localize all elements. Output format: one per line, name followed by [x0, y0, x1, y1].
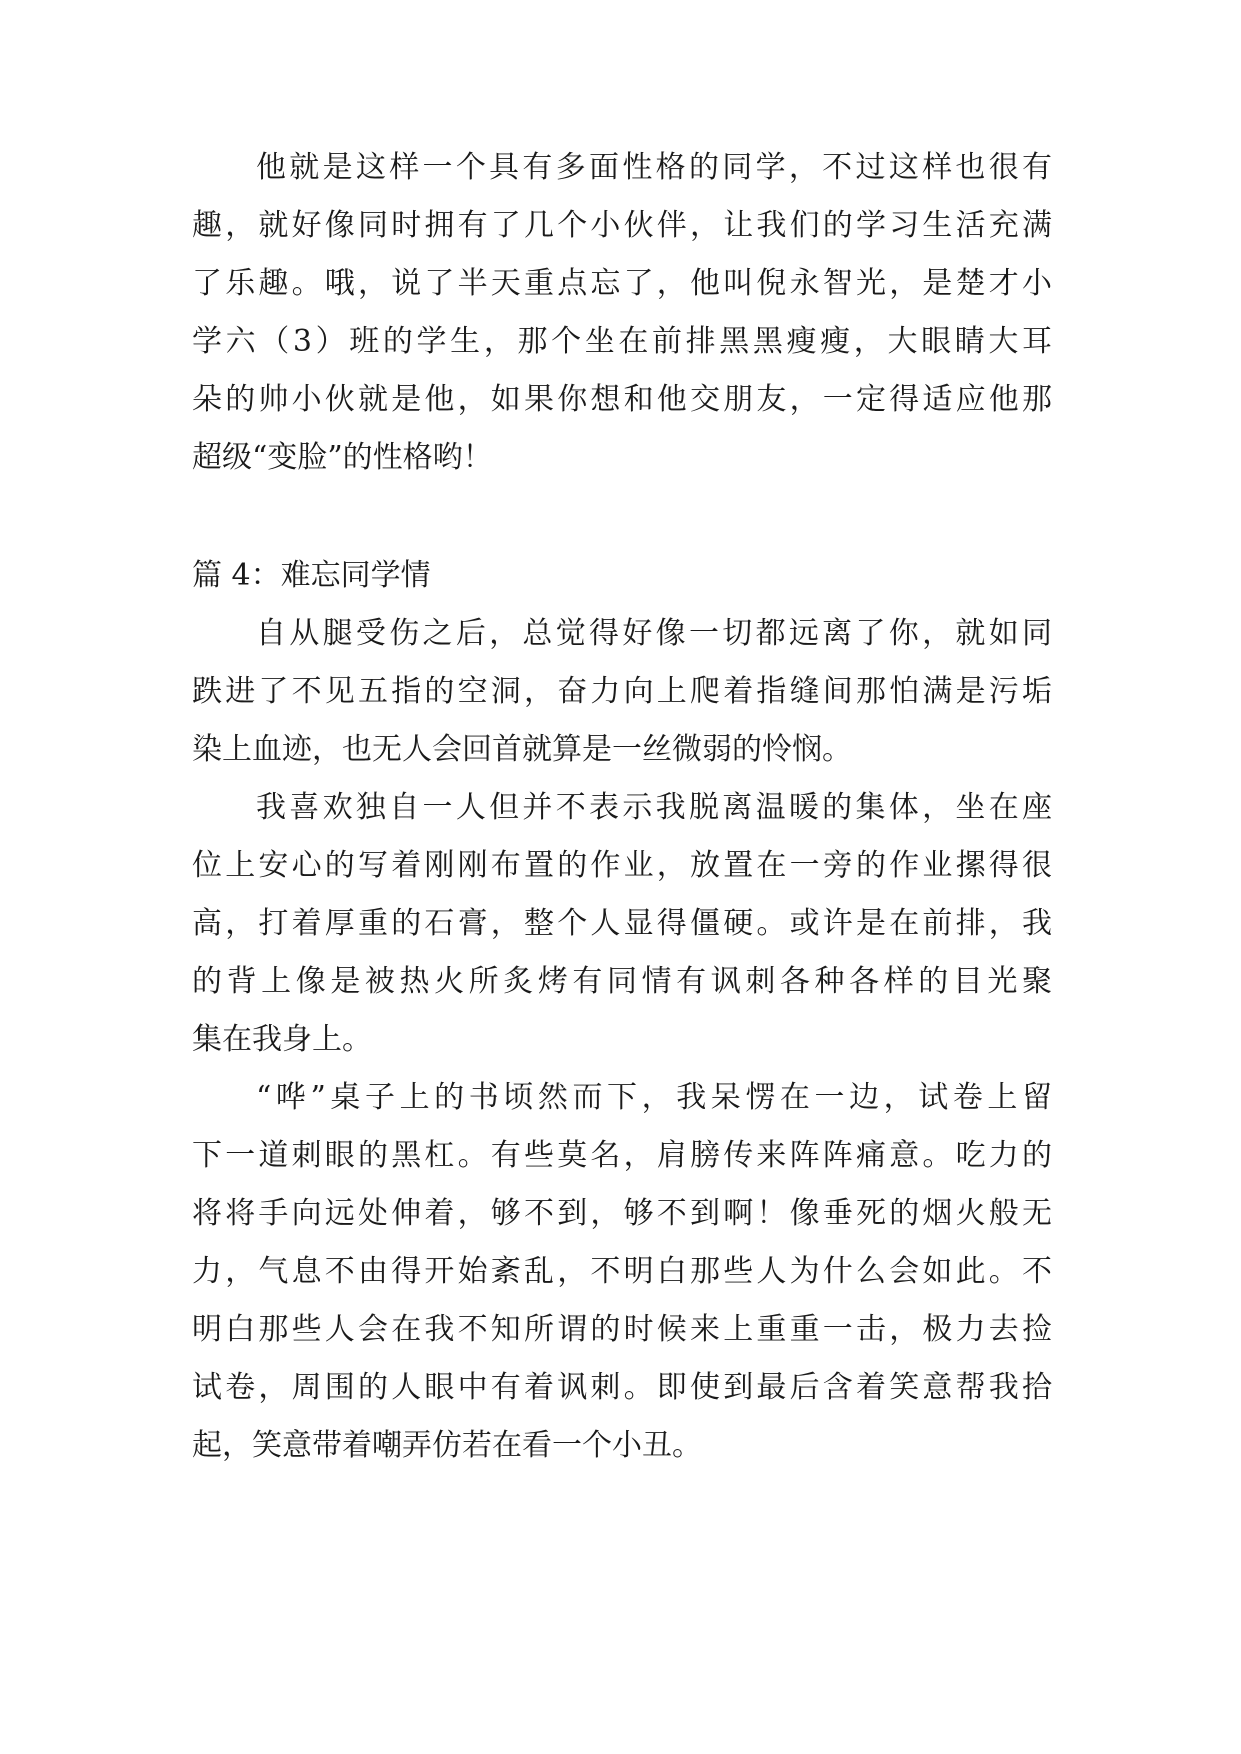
section-title: 篇 4：难忘同学情: [192, 558, 431, 593]
paragraph-4-line-6: 试卷，周围的人眼中有着讽刺。即使到最后含着笑意帮我拾: [192, 1370, 1052, 1405]
paragraph-4-line-1: “哗”桌子上的书顷然而下，我呆愣在一边，试卷上留: [256, 1080, 1052, 1115]
paragraph-1-line-6: 超级“变脸”的性格哟！: [192, 440, 493, 475]
paragraph-3-line-2: 位上安心的写着刚刚布置的作业，放置在一旁的作业摞得很: [192, 848, 1052, 883]
paragraph-1-line-4: 学六（3）班的学生，那个坐在前排黑黑瘦瘦，大眼睛大耳: [192, 324, 1052, 359]
paragraph-3-line-1: 我喜欢独自一人但并不表示我脱离温暖的集体，坐在座: [256, 790, 1052, 825]
paragraph-1-line-3: 了乐趣。哦，说了半天重点忘了，他叫倪永智光，是楚才小: [192, 266, 1052, 301]
paragraph-1-line-5: 朵的帅小伙就是他，如果你想和他交朋友，一定得适应他那: [192, 382, 1052, 417]
paragraph-4-line-3: 将将手向远处伸着，够不到，够不到啊！像垂死的烟火般无: [192, 1196, 1052, 1231]
paragraph-4-line-7: 起，笑意带着嘲弄仿若在看一个小丑。: [192, 1428, 702, 1463]
paragraph-4-line-4: 力，气息不由得开始紊乱，不明白那些人为什么会如此。不: [192, 1254, 1052, 1289]
paragraph-4-line-2: 下一道刺眼的黑杠。有些莫名，肩膀传来阵阵痛意。吃力的: [192, 1138, 1052, 1173]
paragraph-1-line-1: 他就是这样一个具有多面性格的同学，不过这样也很有: [256, 150, 1052, 185]
paragraph-3-line-4: 的背上像是被热火所炙烤有同情有讽刺各种各样的目光聚: [192, 964, 1052, 999]
paragraph-3-line-3: 高，打着厚重的石膏，整个人显得僵硬。或许是在前排，我: [192, 906, 1052, 941]
paragraph-4-line-5: 明白那些人会在我不知所谓的时候来上重重一击，极力去捡: [192, 1312, 1052, 1347]
paragraph-1-line-2: 趣，就好像同时拥有了几个小伙伴，让我们的学习生活充满: [192, 208, 1052, 243]
paragraph-2-line-2: 跌进了不见五指的空洞，奋力向上爬着指缝间那怕满是污垢: [192, 674, 1052, 709]
paragraph-3-line-5: 集在我身上。: [192, 1022, 372, 1057]
paragraph-2-line-1: 自从腿受伤之后，总觉得好像一切都远离了你，就如同: [256, 616, 1052, 651]
paragraph-2-line-3: 染上血迹，也无人会回首就算是一丝微弱的怜悯。: [192, 732, 852, 767]
